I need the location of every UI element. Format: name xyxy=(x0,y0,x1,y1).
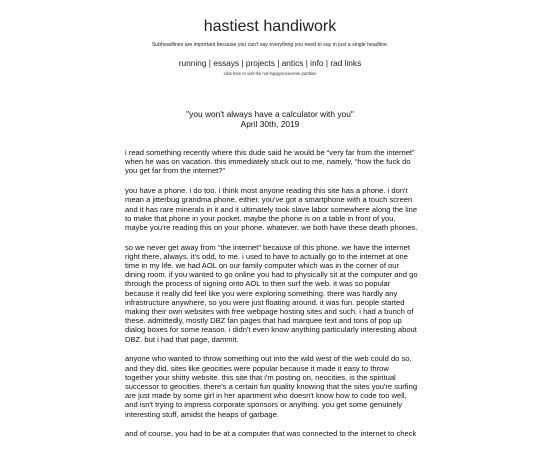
nav-separator: | xyxy=(325,58,329,68)
site-title[interactable]: hastiest handiwork xyxy=(203,18,337,35)
nav-link-projects[interactable]: projects xyxy=(245,58,275,68)
post-body xyxy=(125,148,424,449)
nav-link-running[interactable]: running xyxy=(178,58,207,68)
post-date: April 30th, 2019 xyxy=(240,118,300,129)
nav-separator: | xyxy=(305,58,308,68)
nav-link-essays[interactable]: essays xyxy=(213,58,240,68)
post-paragraph: and of course, you had to be at a computer that was connected to the internet to check xyxy=(125,429,417,439)
nav-link-info[interactable]: info xyxy=(310,58,324,68)
post-title: "you won't always have a calculator with you" xyxy=(186,109,354,119)
nav-separator: | xyxy=(208,58,211,68)
post-paragraph: i read something recently where this dude said he would be “very far from the internet” when he was on vacation. this immediately stuck out to me, namely, “how the fuck do you get far from the internet?” xyxy=(125,148,415,176)
nav-separator: | xyxy=(241,58,244,68)
nav-link-antics[interactable]: antics xyxy=(281,58,304,68)
main-nav xyxy=(0,58,540,68)
post-paragraph: anyone who wanted to throw something out into the wild west of the web could do so, and they did. sites like geocities were popular because it made it easy to throw together your shitty website. this site that i'm posting on, neocities, is the spiritual successor to geocities. there's a certain fun quality knowing that the sites you're surfing are just made by some girl in her apartment who doesn't know how to code too well, and isn't trying to impress corporate sponsors or anything. you get some genuinely interesting stuff, amidst the heaps of garbage. xyxy=(125,354,418,419)
site-tagline: Subheadlines are important because you can't say everything you need to say in just a single headline. xyxy=(151,42,389,48)
nav-separator: | xyxy=(277,58,280,68)
post-paragraph: you have a phone. i do too. i think most anyone reading this site has a phone. i don't mean a jitterbug grandma phone, either. you've got a smartphone with a touch screen and it has rare minerals in it and it ultimately took slave labor somewhere along the line to make that phone in your pocket. maybe the phone is on a table in front of you. maybe you're reading this on your phone. whatever. we both have these death phones. xyxy=(125,186,418,232)
partition-link[interactable]: click here to visit the not-happyonceverse partition xyxy=(223,71,317,76)
nav-link-rad-links[interactable]: rad links xyxy=(330,58,362,68)
post-paragraph: so we never get away from “the internet” because of this phone. we have the internet right there, always. it's odd, to me. i used to have to actually go to the internet at one time in my life. we had AOL on our family computer which was in the corner of our dining room. if you wanted to go online you had to physically sit at the computer and go through the process of signing onto AOL to then surf the web. it was so popular because it really did feel like you were exploring something. there was hardly any infrastructure anywhere, so you were just floating around. it was fun. people started making their own websites with free webpage hosting sites and such. i had a bunch of these. admittedly, mostly DBZ fan pages that had marquee text and tons of pop up dialog boxes for some reason. i didn't even know anything particularly interesting about DBZ. but i had that page, dammit. xyxy=(125,242,418,344)
post-header xyxy=(0,110,540,129)
